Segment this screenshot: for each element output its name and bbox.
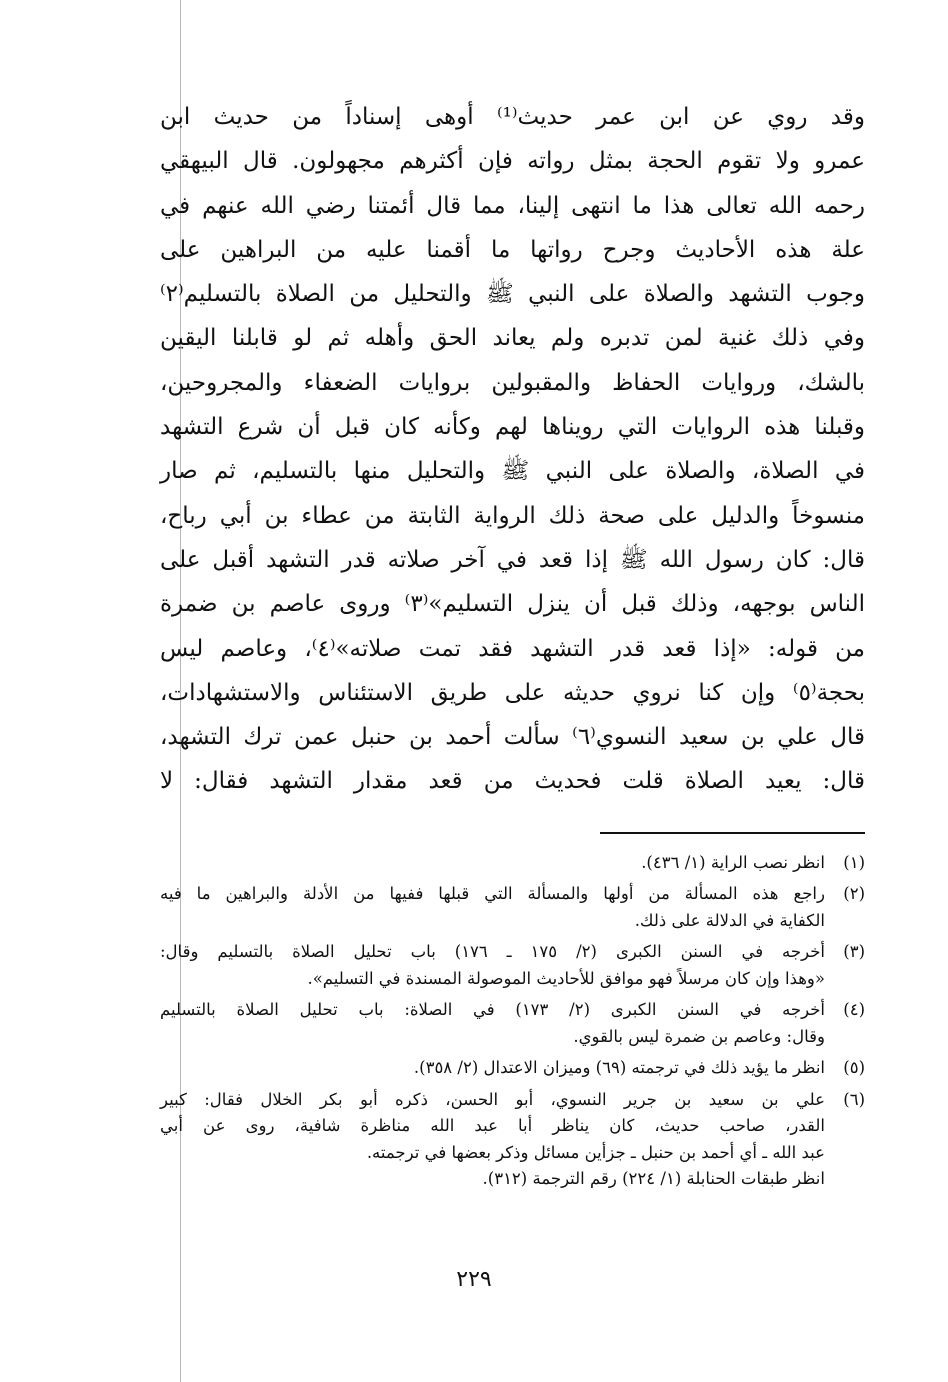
body-line: رحمه الله تعالى هذا ما انتهى إلينا، مما قال أئمتنا رضي الله عنهم في <box>160 192 865 219</box>
footnote-line: أخرجه في السنن الكبرى (٢/ ١٧٥ ـ ١٧٦) باب تحليل الصلاة بالتسليم وقال: <box>160 942 825 962</box>
footnote <box>160 1087 865 1193</box>
footnote-text <box>160 881 825 934</box>
footnote-number: (١) <box>843 852 865 872</box>
footnote <box>160 997 865 1050</box>
footnote-line: راجع هذه المسألة من أولها والمسألة التي قبلها ففيها من الأدلة والبراهين ما فيه <box>160 884 825 904</box>
body-line: قال: يعيد الصلاة قلت فحديث من قعد مقدار التشهد فقال: لا <box>160 768 865 795</box>
body-line: في الصلاة، والصلاة على النبي ﷺ والتحليل منها بالتسليم، ثم صار <box>160 458 865 485</box>
body-line: بحجة⁽٥⁾ وإن كنا نروي حديثه على طريق الاستئناس والاستشهادات، <box>160 679 865 706</box>
body-line: وفي ذلك غنية لمن تدبره ولم يعاند الحق وأهله ثم لو قابلنا اليقين <box>160 325 865 352</box>
body-line: علة هذه الأحاديث وجرح رواتها ما أقمنا عليه من البراهين على <box>160 236 865 263</box>
footnote-number: (٣) <box>843 942 865 962</box>
footnote <box>160 850 865 877</box>
footnote-number: (٦) <box>843 1089 865 1109</box>
footnote-number: (٤) <box>843 1000 865 1020</box>
body-line: من قوله: «إذا قعد قدر التشهد فقد تمت صلاته»⁽٤⁾، وعاصم ليس <box>160 635 865 662</box>
footnote <box>160 881 865 934</box>
body-line: وجوب التشهد والصلاة على النبي ﷺ والتحليل من الصلاة بالتسليم⁽٢⁾ <box>160 281 865 308</box>
footnote-line: عبد الله ـ أي أحمد بن حنبل ـ جزأين مسائل وذكر بعضها في ترجمته. <box>366 1142 825 1162</box>
footnote-line: القدر، صاحب حديث، كان يناظر أبا عبد الله مناظرة شافية، روى عن أبي <box>160 1116 825 1136</box>
footnote-line: «وهذا وإن كان مرسلاً فهو موافق للأحاديث الموصولة المسندة في التسليم». <box>307 968 825 988</box>
body-line: وقبلنا هذه الروايات التي رويناها لهم وكأنه كان قبل أن شرع التشهد <box>160 414 865 441</box>
footnotes <box>160 850 865 1193</box>
body-line: عمرو ولا تقوم الحجة بمثل رواته فإن أكثرهم مجهولون. قال البيهقي <box>160 148 865 175</box>
body-line: وقد روي عن ابن عمر حديث⁽¹⁾ أوهى إسناداً من حديث ابن <box>160 104 865 130</box>
footnote <box>160 1055 865 1082</box>
body-line: منسوخاً والدليل على صحة ذلك الرواية الثابتة من عطاء بن أبي رباح، <box>160 502 865 529</box>
body-line: بالشك، وروايات الحفاظ والمقبولين بروايات الضعفاء والمجروحين، <box>160 369 865 396</box>
body-line: قال: كان رسول الله ﷺ إذا قعد في آخر صلاته قدر التشهد أقبل على <box>160 546 865 573</box>
footnote-line: وقال: وعاصم بن ضمرة ليس بالقوي. <box>573 1026 825 1046</box>
footnote-line: أخرجه في السنن الكبرى (٢/ ١٧٣) في الصلاة: باب تحليل الصلاة بالتسليم <box>160 1000 825 1020</box>
footnote-line: علي بن سعيد بن جرير النسوي، أبو الحسن، ذكره أبو بكر الخلال فقال: كبير <box>160 1089 825 1109</box>
main-text <box>160 95 865 804</box>
footnote-text <box>160 1087 825 1193</box>
footnote-text <box>160 1055 825 1082</box>
footnote-text <box>160 850 825 877</box>
footnote-line: انظر ما يؤيد ذلك في ترجمته (٦٩) وميزان الاعتدال (٢/ ٣٥٨). <box>413 1058 825 1078</box>
footnote-line: انظر طبقات الحنابلة (١/ ٢٢٤) رقم الترجمة (٣١٢). <box>482 1169 825 1189</box>
footnote-line: انظر نصب الراية (١/ ٤٣٦). <box>641 852 825 872</box>
footnote-text <box>160 997 825 1050</box>
footnote-number: (٥) <box>843 1058 865 1078</box>
footnote-separator <box>600 832 865 834</box>
body-line: قال علي بن سعيد النسوي⁽٦⁾ سألت أحمد بن حنبل عمن ترك التشهد، <box>160 724 865 751</box>
body-line: الناس بوجهه، وذلك قبل أن ينزل التسليم»⁽٣⁾ وروى عاصم بن ضمرة <box>160 591 866 618</box>
footnote-line: الكفاية في الدلالة على ذلك. <box>634 910 825 930</box>
footnote-text <box>160 939 825 992</box>
footnote <box>160 939 865 992</box>
page-number: ٢٢٩ <box>456 1267 492 1292</box>
footnote-number: (٢) <box>843 884 865 904</box>
book-page <box>160 95 865 1198</box>
